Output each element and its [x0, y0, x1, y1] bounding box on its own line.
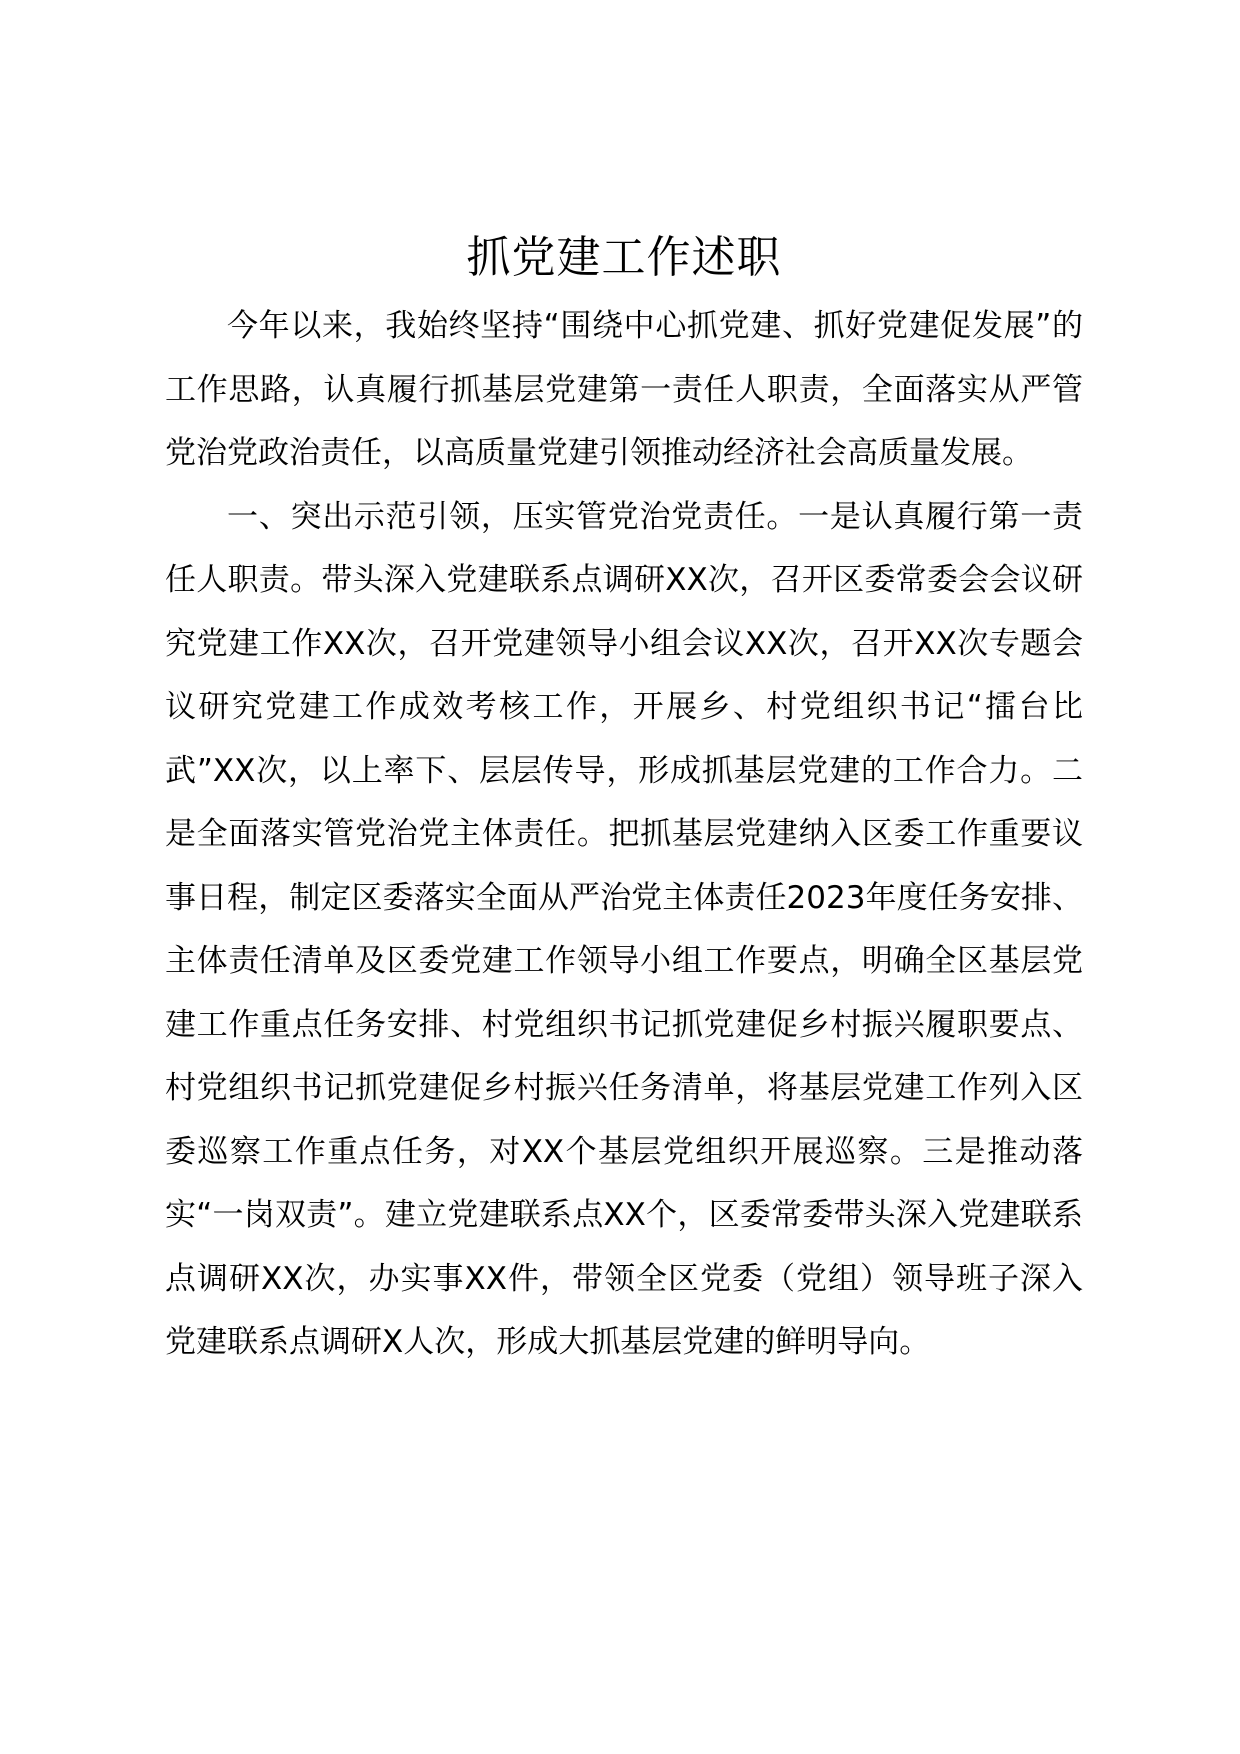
document-title: 抓党建工作述职: [466, 232, 782, 283]
paragraph-intro: 今年以来，我始终坚持“围绕中心抓党建、抓好党建促发展”的工作思路，认真履行抓基层党建第一责任人职责，全面落实从严管党治党政治责任，以高质量党建引领推动经济社会高质量发展。: [165, 308, 1083, 471]
document-page: [165, 225, 1083, 1375]
paragraph-section-one: 一、突出示范引领，压实管党治党责任。一是认真履行第一责任人职责。带头深入党建联系点调研XX次，召开区委常委会会议研究党建工作XX次，召开党建领导小组会议XX次，召开XX次专题会议研究党建工作成效考核工作，开展乡、村党组织书记“擂台比武”XX次，以上率下、层层传导，形成抓基层党建的工作合力。二是全面落实管党治党主体责任。把抓基层党建纳入区委工作重要议事日程，制定区委落实全面从严治党主体责任2023年度任务安排、主体责任清单及区委党建工作领导小组工作要点，明确全区基层党建工作重点任务安排、村党组织书记抓党建促乡村振兴履职要点、村党组织书记抓党建促乡村振兴任务清单，将基层党建工作列入区委巡察工作重点任务，对XX个基层党组织开展巡察。三是推动落实“一岗双责”。建立党建联系点XX个，区委常委带头深入党建联系点调研XX次，办实事XX件，带领全区党委（党组）领导班子深入党建联系点调研X人次，形成大抓基层党建的鲜明导向。: [165, 498, 1083, 1360]
